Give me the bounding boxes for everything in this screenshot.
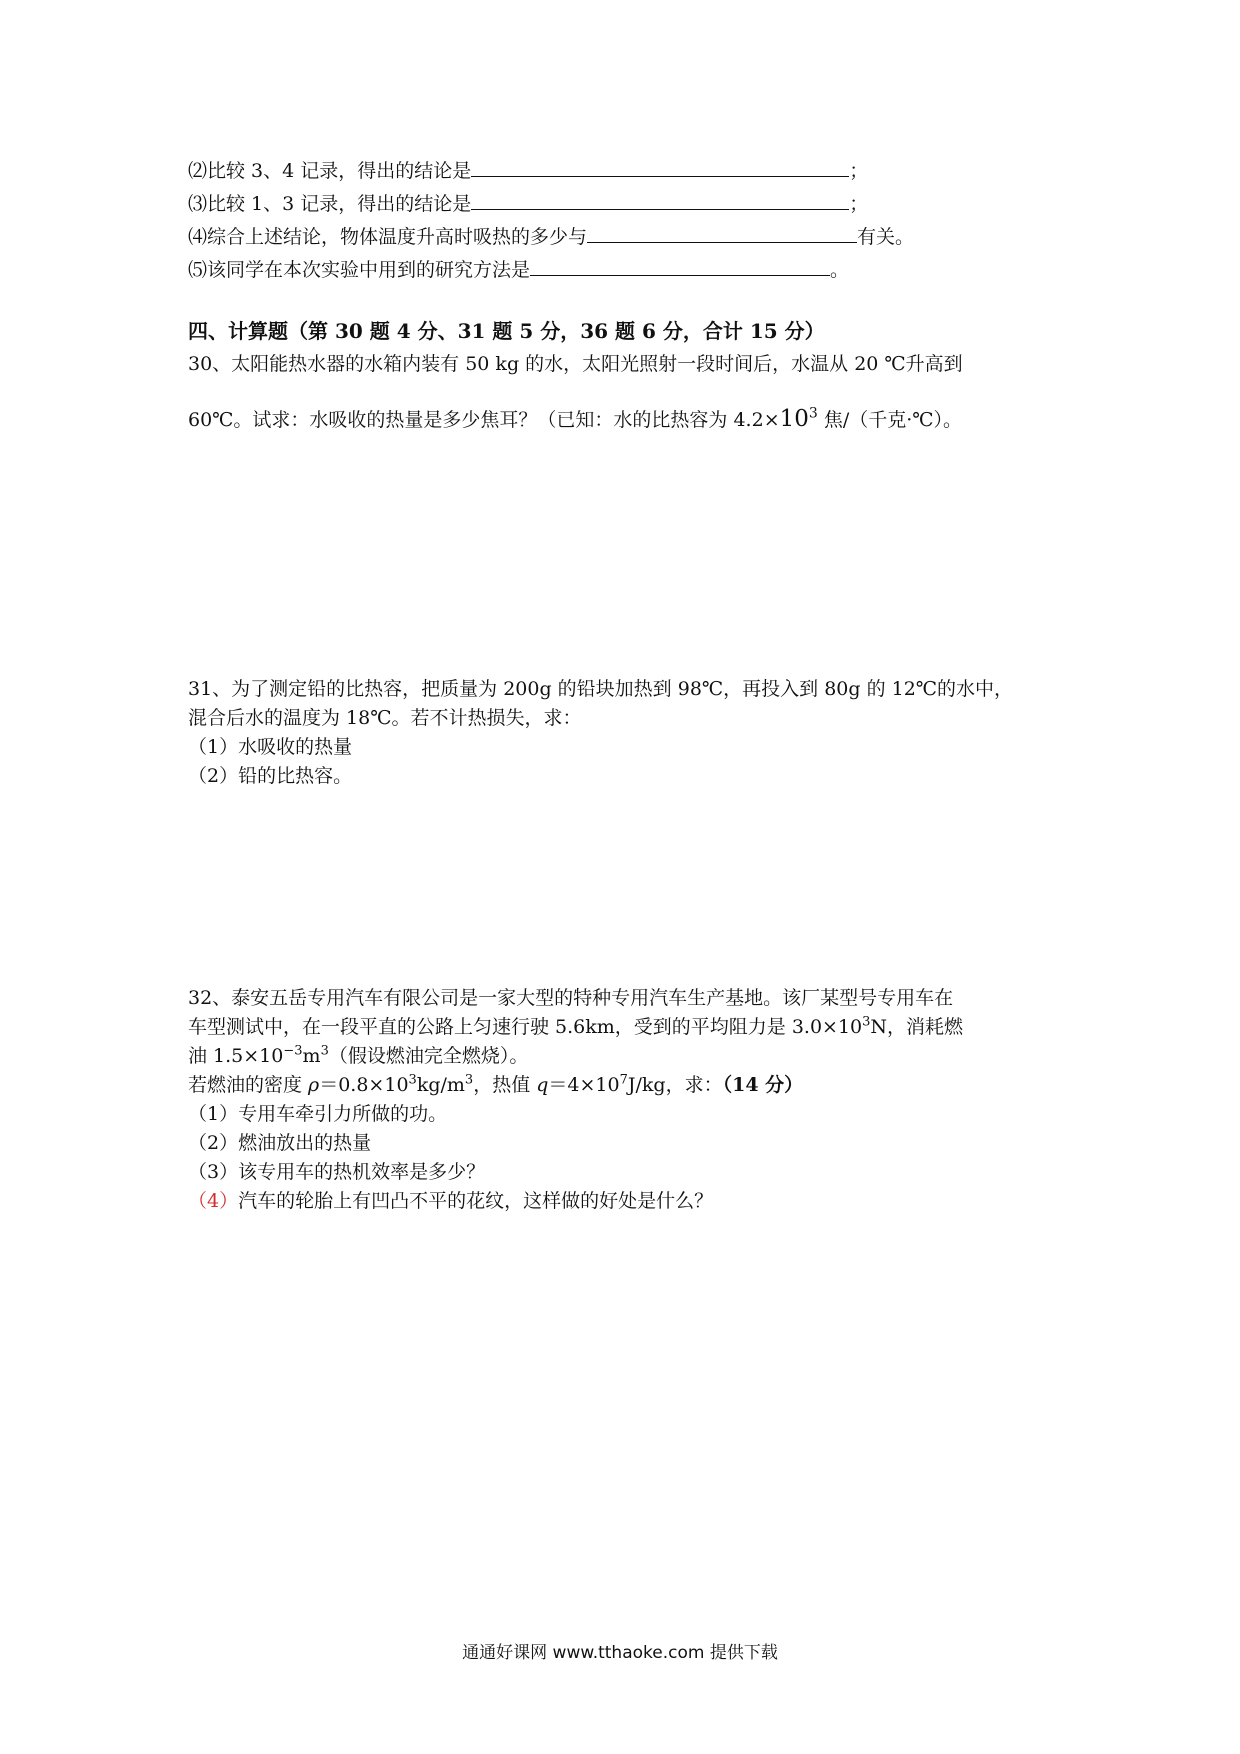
fill-in-5-suffix: 。 xyxy=(830,259,850,281)
fill-in-3-text: ⑶比较 1、3 记录，得出的结论是 xyxy=(188,193,472,215)
q32-line-3-tail: （假设燃油完全燃烧）。 xyxy=(328,1045,529,1067)
q32-line-2 xyxy=(188,1014,963,1040)
q32-line-2-text: 车型测试中，在一段平直的公路上匀速行驶 5.6km，受到的平均阻力是 3.0×10 xyxy=(188,1016,863,1038)
q32-line-3 xyxy=(188,1043,528,1069)
q32-sub-4-text: 汽车的轮胎上有凹凸不平的花纹，这样做的好处是什么？ xyxy=(238,1190,714,1212)
q30-power-base: 10 xyxy=(779,406,809,432)
q32-density-label: 若燃油的密度 xyxy=(188,1074,309,1096)
fill-in-item-4 xyxy=(188,222,914,250)
fill-in-item-2 xyxy=(188,156,868,184)
q31-sub-1: （1）水吸收的热量 xyxy=(188,736,353,758)
q32-points: （14 分） xyxy=(722,1074,804,1096)
q32-density-unit: kg/m xyxy=(416,1074,465,1096)
q32-heat-value-unit: J/kg，求： xyxy=(627,1074,723,1096)
fill-in-2-suffix: ； xyxy=(849,160,869,182)
fill-in-item-3 xyxy=(188,189,868,217)
answer-blank-2[interactable] xyxy=(471,156,849,177)
q32-line-1: 32、泰安五岳专用汽车有限公司是一家大型的特种专用汽车生产基地。该厂某型号专用车在 xyxy=(188,987,954,1009)
fill-in-2-text: ⑵比较 3、4 记录，得出的结论是 xyxy=(188,160,472,182)
q30-line-1: 30、太阳能热水器的水箱内装有 50 kg 的水，太阳光照射一段时间后，水温从 20 ℃升高到 xyxy=(188,353,963,375)
q32-line-3-exponent: −3 xyxy=(283,1043,303,1059)
q31-sub-2: （2）铅的比热容。 xyxy=(188,765,353,787)
section-heading: 四、计算题（第 30 题 4 分、31 题 5 分，36 题 6 分，合计 15 分） xyxy=(188,319,825,343)
q31-line-1: 31、为了测定铅的比热容，把质量为 200g 的铅块加热到 98℃，再投入到 80g 的 12℃的水中， xyxy=(188,678,1014,700)
q32-sub-1: （1）专用车牵引力所做的功。 xyxy=(188,1103,448,1125)
q32-density-unit-exponent: 3 xyxy=(464,1072,474,1088)
fill-in-item-5 xyxy=(188,255,849,283)
q30-line-2-unit: 焦/（千克·℃）。 xyxy=(817,409,963,431)
q32-line-2-tail: N，消耗燃 xyxy=(870,1016,964,1038)
q30-exponent: 3 xyxy=(808,405,818,422)
fill-in-4-text: ⑷综合上述结论，物体温度升高时吸热的多少与 xyxy=(188,226,588,248)
q-symbol: q xyxy=(536,1074,549,1096)
q32-line-3-text: 油 1.5×10 xyxy=(188,1045,284,1067)
q32-heat-value-label: ，热值 xyxy=(473,1074,537,1096)
q32-density-exponent: 3 xyxy=(408,1072,417,1088)
rho-symbol: ρ xyxy=(308,1074,320,1096)
q32-line-3-unit-exponent: 3 xyxy=(320,1043,329,1059)
q32-line-4 xyxy=(188,1072,803,1098)
fill-in-4-suffix: 有关。 xyxy=(857,226,915,248)
q31-line-2: 混合后水的温度为 18℃。若不计热损失，求： xyxy=(188,707,582,729)
q32-sub-4-number: （4） xyxy=(188,1190,239,1212)
fill-in-5-text: ⑸该同学在本次实验中用到的研究方法是 xyxy=(188,259,531,281)
q32-heat-value: ＝4×10 xyxy=(548,1074,620,1096)
q30-line-2-text: 60℃。试求：水吸收的热量是多少焦耳？（已知：水的比热容为 4.2× xyxy=(188,409,780,431)
answer-blank-4[interactable] xyxy=(587,222,857,243)
q32-sub-4 xyxy=(188,1188,713,1214)
q32-density-value: ＝0.8×10 xyxy=(319,1074,409,1096)
q32-line-3-unit: m xyxy=(302,1045,321,1067)
q32-line-2-exponent: 3 xyxy=(862,1014,871,1030)
q32-sub-3: （3）该专用车的热机效率是多少？ xyxy=(188,1161,486,1183)
answer-blank-3[interactable] xyxy=(471,189,849,210)
q32-heat-value-exponent: 7 xyxy=(619,1072,628,1088)
fill-in-3-suffix: ； xyxy=(849,193,869,215)
q32-sub-2: （2）燃油放出的热量 xyxy=(188,1132,372,1154)
footer-credit: 通通好课网 www.tthaoke.com 提供下载 xyxy=(462,1643,778,1663)
q30-line-2 xyxy=(188,406,962,433)
answer-blank-5[interactable] xyxy=(530,255,830,276)
